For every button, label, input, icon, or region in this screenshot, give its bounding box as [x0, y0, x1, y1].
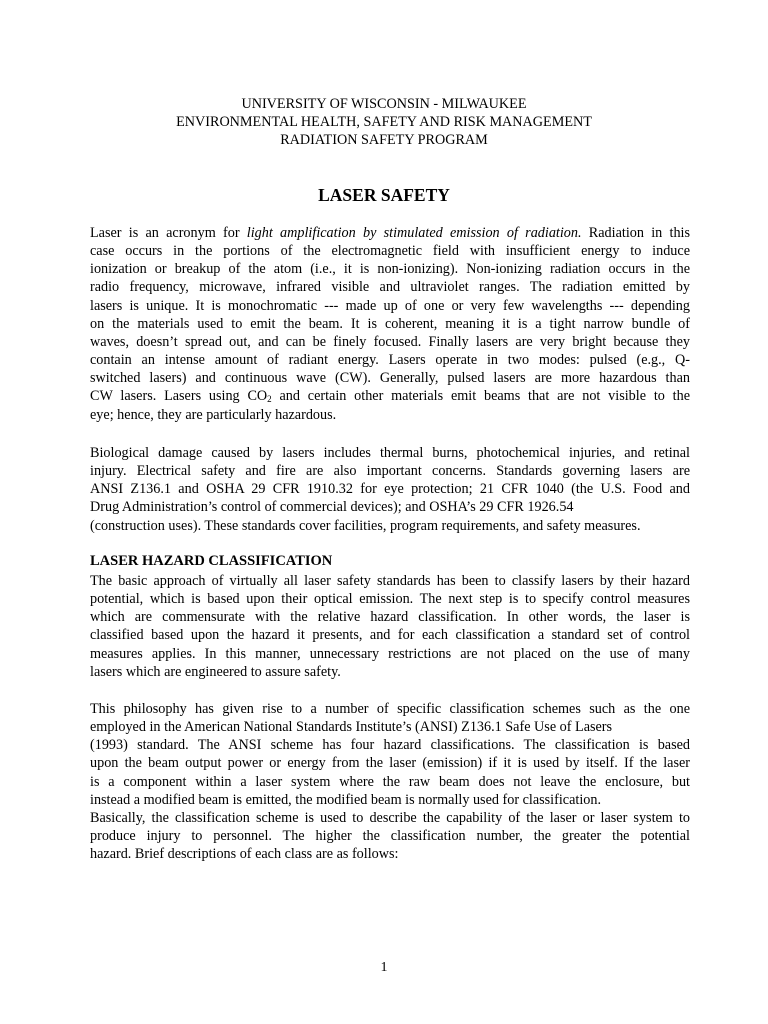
classification-line: measures applies. In this manner, unnecessary restrictions are not placed on the use of many	[90, 645, 690, 662]
classification-line: lasers which are engineered to assure safety.	[90, 663, 341, 680]
intro-line: Laser is an acronym for light amplification by stimulated emission of radiation. Radiation in this	[90, 225, 690, 241]
document-title: LASER SAFETY	[318, 185, 450, 205]
intro-paragraph	[90, 224, 690, 424]
philosophy-line: This philosophy has given rise to a number of specific classification schemes such as the one	[90, 701, 690, 717]
philosophy-line: upon the beam output power or energy from the laser (emission) if it is used by itself. If the laser	[90, 755, 690, 772]
philosophy-line: (1993) standard. The ANSI scheme has four hazard classifications. The classification is based	[90, 737, 690, 754]
intro-line: radio frequency, microwave, infrared visible and ultraviolet ranges. The radiation emitted by	[90, 279, 690, 296]
philosophy-line: is a component within a laser system where the raw beam does not leave the enclosure, but	[90, 773, 690, 790]
philosophy-line: produce injury to personnel. The higher the classification number, the greater the potential	[90, 828, 690, 845]
classification-line: which are commensurate with the relative hazard classification. In other words, the laser is	[90, 609, 690, 626]
co2-subscript: 2	[267, 394, 272, 405]
classification-line: potential, which is based upon their optical emission. The next step is to specify control measures	[90, 591, 690, 608]
biological-damage-paragraph	[90, 444, 690, 535]
classification-line: classified based upon the hazard it presents, and for each classification a standard set of control	[90, 627, 690, 644]
intro-line: ionization or breakup of the atom (i.e., it is non-ionizing). Non-ionizing radiation occurs in the	[90, 261, 690, 278]
intro-line: case occurs in the portions of the electromagnetic field with insufficient energy to induce	[90, 243, 690, 260]
intro-line: CW lasers. Lasers using $CO_2$ and certain other materials emit beams that are not visible to the	[90, 388, 690, 405]
bio-line: Biological damage caused by lasers includes thermal burns, photochemical injuries, and retinal	[90, 445, 690, 461]
intro-line: lasers is unique. It is monochromatic --- made up of one or very few wavelengths --- depending	[90, 297, 690, 314]
laser-acronym-expansion: light amplification by stimulated emission of radiation.	[246, 225, 582, 241]
intro-line: waves, doesn’t spread out, and can be finely focused. Finally lasers are very bright because they	[90, 333, 690, 350]
philosophy-paragraph	[90, 700, 690, 863]
philosophy-line: instead a modified beam is emitted, the modified beam is normally used for classification.	[90, 791, 602, 808]
bio-line: injury. Electrical safety and fire are also important concerns. Standards governing lasers are	[90, 463, 690, 480]
philosophy-line: hazard. Brief descriptions of each class are as follows:	[90, 846, 399, 863]
bio-line: Drug Administration’s control of commercial devices); and OSHA’s 29 CFR 1926.54	[90, 499, 574, 516]
header-department: ENVIRONMENTAL HEALTH, SAFETY AND RISK MANAGEMENT	[176, 114, 592, 130]
classification-paragraph	[90, 572, 690, 681]
header-university: UNIVERSITY OF WISCONSIN - MILWAUKEE	[241, 96, 527, 112]
philosophy-line: employed in the American National Standards Institute’s (ANSI) Z136.1 Safe Use of Lasers	[90, 719, 613, 736]
bio-line: (construction uses). These standards cover facilities, program requirements, and safety measures.	[90, 517, 641, 534]
bio-line: ANSI Z136.1 and OSHA 29 CFR 1910.32 for eye protection; 21 CFR 1040 (the U.S. Food and	[90, 481, 690, 498]
classification-line: The basic approach of virtually all laser safety standards has been to classify lasers by their hazard	[90, 573, 690, 589]
philosophy-line: Basically, the classification scheme is used to describe the capability of the laser or laser system to	[90, 809, 690, 826]
intro-line: on the materials used to emit the beam. It is coherent, meaning it is a tight narrow bundle of	[90, 315, 690, 332]
intro-line: contain an intense amount of radiant energy. Lasers operate in two modes: pulsed (e.g., Q-	[90, 352, 690, 369]
page-number: 1	[380, 960, 388, 975]
intro-line: eye; hence, they are particularly hazardous.	[90, 406, 337, 423]
document-header	[0, 95, 768, 149]
header-program: RADIATION SAFETY PROGRAM	[280, 132, 488, 148]
intro-line: switched lasers) and continuous wave (CW). Generally, pulsed lasers are more hazardous than	[90, 370, 690, 387]
section-heading-hazard-classification: LASER HAZARD CLASSIFICATION	[90, 553, 333, 569]
